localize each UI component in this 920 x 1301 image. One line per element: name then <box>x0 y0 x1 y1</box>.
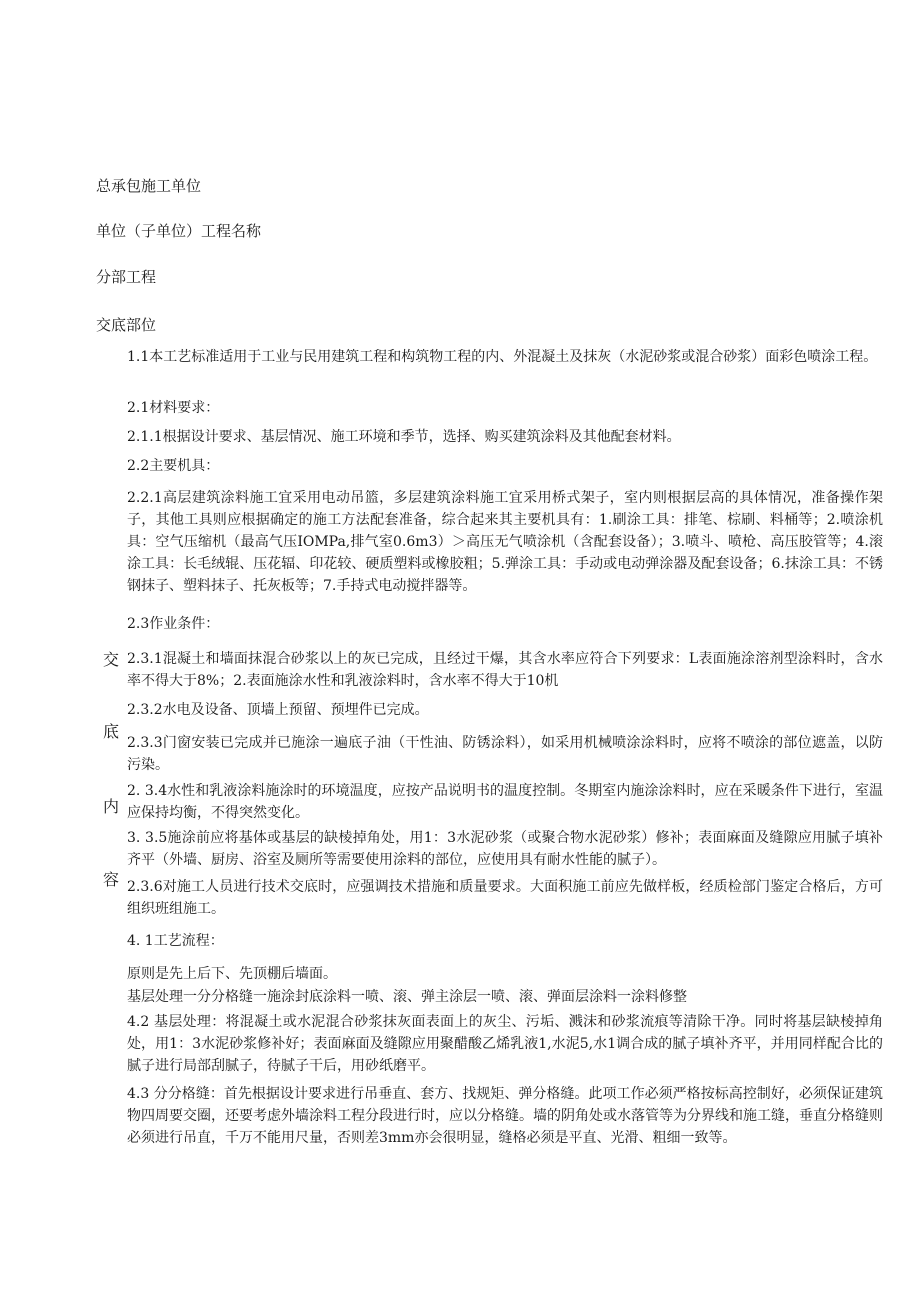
paragraph-4-2: 4.2 基层处理：将混凝土或水泥混合砂浆抹灰面表面上的灰尘、污垢、溅沫和砂浆流痕等清除干净。同时将基层缺棱掉角处，用1：3水泥砂浆修补好；表面麻面及缝隙应用聚醋酸乙烯乳液1,水泥5,水1调合成的腻子填补齐平，并用同样配合比的腻子进行局部刮腻子，待腻子干后，用砂纸磨平。 <box>127 1014 883 1074</box>
paragraph-2-2: 2.2主要机具： <box>127 458 220 474</box>
side-label-char: 交 <box>103 650 120 669</box>
header-field-handover-location: 交底部位 <box>96 316 157 334</box>
paragraph-process-flow: 基层处理一分分格缝一施涂封底涂料一喷、滚、弹主涂层一喷、滚、弹面层涂料一涂料修整 <box>127 989 687 1005</box>
paragraph-1-1: 1.1本工艺标准适用于工业与民用建筑工程和构筑物工程的内、外混凝土及抹灰（水泥砂浆或混合砂浆）面彩色喷涂工程。 <box>127 349 878 365</box>
paragraph-2-1-1: 2.1.1根据设计要求、基层情况、施工环境和季节，选择、购买建筑涂料及其他配套材料。 <box>127 429 681 445</box>
paragraph-2-1: 2.1材料要求： <box>127 400 220 416</box>
side-label-char: 底 <box>103 722 120 741</box>
paragraph-2-3: 2.3作业条件： <box>127 616 220 632</box>
header-field-sub-project: 分部工程 <box>96 268 157 286</box>
side-label-char: 内 <box>103 797 120 816</box>
paragraph-2-3-1: 2.3.1混凝土和墙面抹混合砂浆以上的灰已完成，且经过干爆，其含水率应符合下列要求：L表面施涂溶剂型涂料时，含水率不得大于8%；2.表面施涂水性和乳液涂料时，含水率不得大于10机 <box>127 651 883 689</box>
side-label-char: 容 <box>103 870 120 889</box>
paragraph-2-3-6: 2.3.6对施工人员进行技术交底时，应强调技术措施和质量要求。大面积施工前应先做样板，经质检部门鉴定合格后，方可组织班组施工。 <box>127 879 883 917</box>
paragraph-2-2-1: 2.2.1高层建筑涂料施工宜采用电动吊篮，多层建筑涂料施工宜采用桥式架子，室内则根据层高的具体情况，准备操作架子，其他工具则应根据确定的施工方法配套准备，综合起来其主要机具有：1.刷涂工具：排笔、棕刷、料桶等；2.喷涂机具：空气压缩机（最高气压IOMPa,排气室0.6m3）＞高压无气喷涂机（含配套设备）；3.喷斗、喷枪、高压胶管等；4.滚涂工具：长毛绒辊、压花辐、印花较、硬质塑料或橡胶粗；5.弹涂工具：手动或电动弹涂器及配套设备；6.抹涂工具：不锈钢抹子、塑料抹子、托灰板等；7.手持式电动搅拌器等。 <box>127 490 883 594</box>
header-field-general-contractor: 总承包施工单位 <box>96 177 202 195</box>
paragraph-4-1: 4. 1工艺流程： <box>127 933 224 949</box>
paragraph-2-3-3: 2.3.3门窗安装已完成并已施涂一遍底子油（干性油、防锈涂料），如采用机械喷涂涂料时，应将不喷涂的部位遮盖，以防污染。 <box>127 735 883 773</box>
paragraph-4-3: 4.3 分分格缝：首先根据设计要求进行吊垂直、套方、找规矩、弹分格缝。此项工作必须严格按标高控制好，必须保证建筑物四周要交圈，还要考虑外墙涂料工程分段进行时，应以分格缝。墙的阴角处或水落管等为分界线和施工缝，垂直分格缝则必须进行吊直，千万不能用尺量，否则差3mm亦会很明显，缝格必须是平直、光滑、粗细一致等。 <box>127 1086 883 1146</box>
header-field-project-name: 单位（子单位）工程名称 <box>96 222 262 240</box>
paragraph-principle: 原则是先上后下、先顶棚后墙面。 <box>127 966 337 982</box>
paragraph-2-3-2: 2.3.2水电及设备、顶墙上预留、预埋件已完成。 <box>127 702 429 718</box>
paragraph-2-3-5: 3. 3.5施涂前应将基体或基层的缺棱掉角处，用1：3水泥砂浆（或聚合物水泥砂浆）修补；表面麻面及缝隙应用腻子填补齐平（外墙、厨房、浴室及厕所等需要使用涂料的部位，应使用具有耐水性能的腻子）。 <box>127 830 883 868</box>
paragraph-2-3-4: 2. 3.4水性和乳液涂料施涂时的环境温度，应按产品说明书的温度控制。冬期室内施涂涂料时，应在采暖条件下进行，室温应保持均衡，不得突然变化。 <box>127 783 883 821</box>
